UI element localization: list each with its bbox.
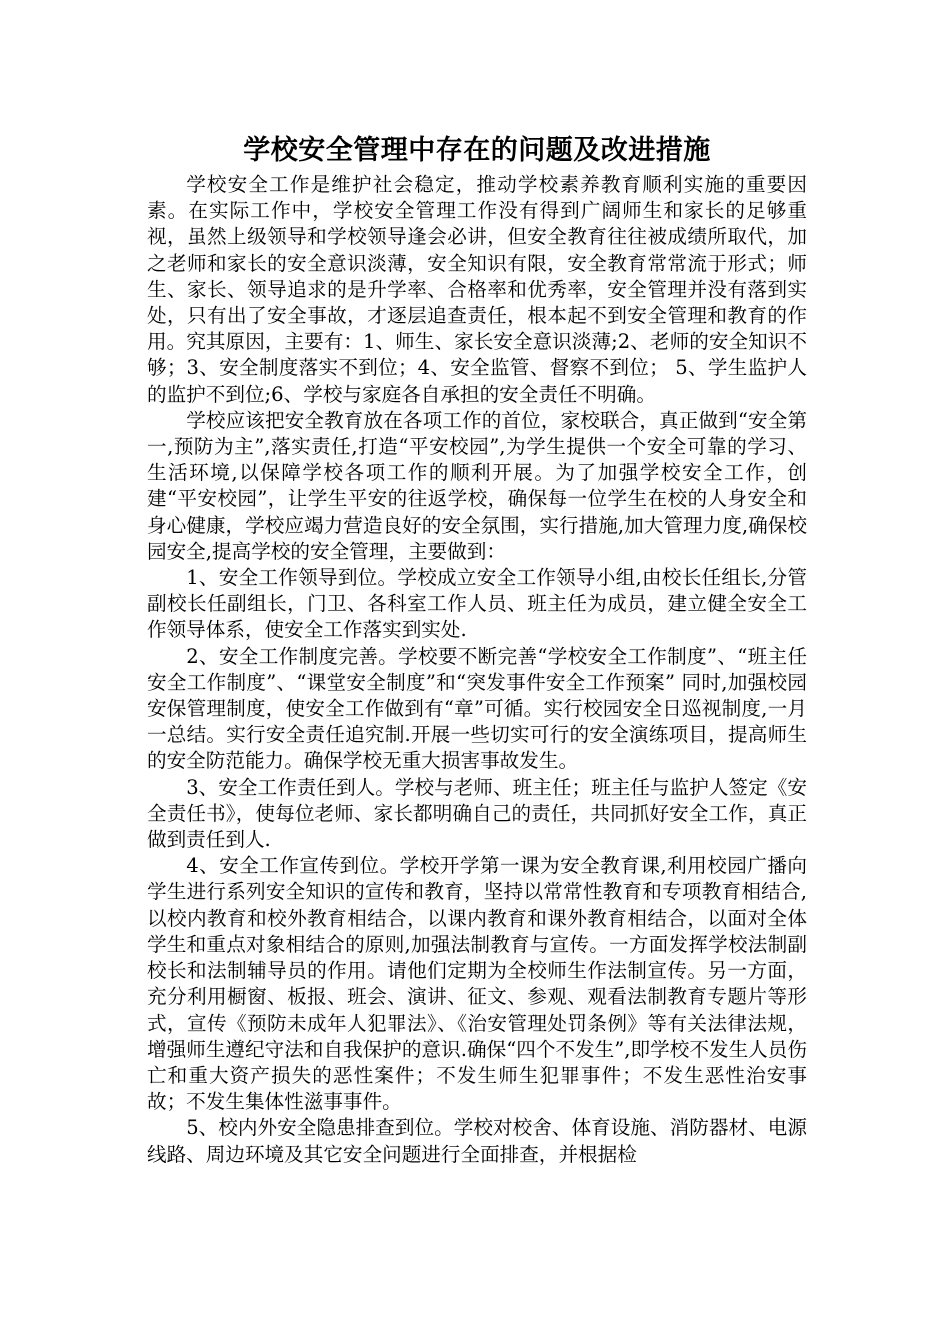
paragraph-item-3: 3、安全工作责任到人。学校与老师、班主任；班主任与监护人签定《安全责任书》，使每位老师、家长都明确自己的责任，共同抓好安全工作，真正做到责任到人. <box>147 775 807 852</box>
paragraph-item-5: 5、校内外安全隐患排查到位。学校对校舍、体育设施、消防器材、电源线路、周边环境及其它安全问题进行全面排查，并根据检 <box>147 1116 807 1166</box>
document-page <box>147 132 807 1168</box>
paragraph-item-1: 1、安全工作领导到位。学校成立安全工作领导小组,由校长任组长,分管副校长任副组长，门卫、各科室工作人员、班主任为成员，建立健全安全工作领导体系，使安全工作落实到实处. <box>147 566 807 642</box>
paragraph-intro: 学校安全工作是维护社会稳定，推动学校素养教育顺利实施的重要因素。在实际工作中，学校安全管理工作没有得到广阔师生和家长的足够重视，虽然上级领导和学校领导逢会必讲，但安全教育往往被成绩所取代，加之老师和家长的安全意识淡薄，安全知识有限，安全教育常常流于形式；师生、家长、领导追求的是升学率、合格率和优秀率，安全管理并没有落到实处，只有出了安全事故，才逐层追查责任，根本起不到安全管理和教育的作用。究其原因，主要有：1、师生、家长安全意识淡薄;2、老师的安全知识不够；3、安全制度落实不到位；4、安全监管、督察不到位； 5、学生监护人的监护不到位;6、学校与家庭各自承担的安全责任不明确。 <box>147 173 807 406</box>
paragraph-approach: 学校应该把安全教育放在各项工作的首位，家校联合，真正做到“安全第一,预防为主”,落实责任,打造“平安校园”,为学生提供一个安全可靠的学习、生活环境,以保障学校各项工作的顺利开展。为了加强学校安全工作，创建“平安校园”，让学生平安的往返学校，确保每一位学生在校的人身安全和身心健康，学校应竭力营造良好的安全氛围，实行措施,加大管理力度,确保校园安全,提高学校的安全管理，主要做到： <box>147 408 807 563</box>
paragraph-item-4: 4、安全工作宣传到位。学校开学第一课为安全教育课,利用校园广播向学生进行系列安全知识的宣传和教育，坚持以常常性教育和专项教育相结合,以校内教育和校外教育相结合，以课内教育和课外教育相结合，以面对全体学生和重点对象相结合的原则,加强法制教育与宣传。一方面发挥学校法制副校长和法制辅导员的作用。请他们定期为全校师生作法制宣传。另一方面，充分利用橱窗、板报、班会、演讲、征文、参观、观看法制教育专题片等形式，宣传《预防未成年人犯罪法》、《治安管理处罚条例》等有关法律法规，增强师生遵纪守法和自我保护的意识.确保“四个不发生”,即学校不发生人员伤亡和重大资产损失的恶性案件；不发生师生犯罪事件；不发生恶性治安事故；不发生集体性滋事事件。 <box>147 854 807 1114</box>
document-title: 学校安全管理中存在的问题及改进措施 <box>243 135 711 166</box>
paragraph-item-2: 2、安全工作制度完善。学校要不断完善“学校安全工作制度”、“班主任安全工作制度”、“课堂安全制度”和“突发事件安全工作预案” 同时,加强校园安保管理制度，使安全工作做到有“章”可循。实行校园安全日巡视制度,一月一总结。实行安全责任追究制.开展一些切实可行的安全演练项目，提高师生的安全防范能力。确保学校无重大损害事故发生。 <box>147 644 807 773</box>
